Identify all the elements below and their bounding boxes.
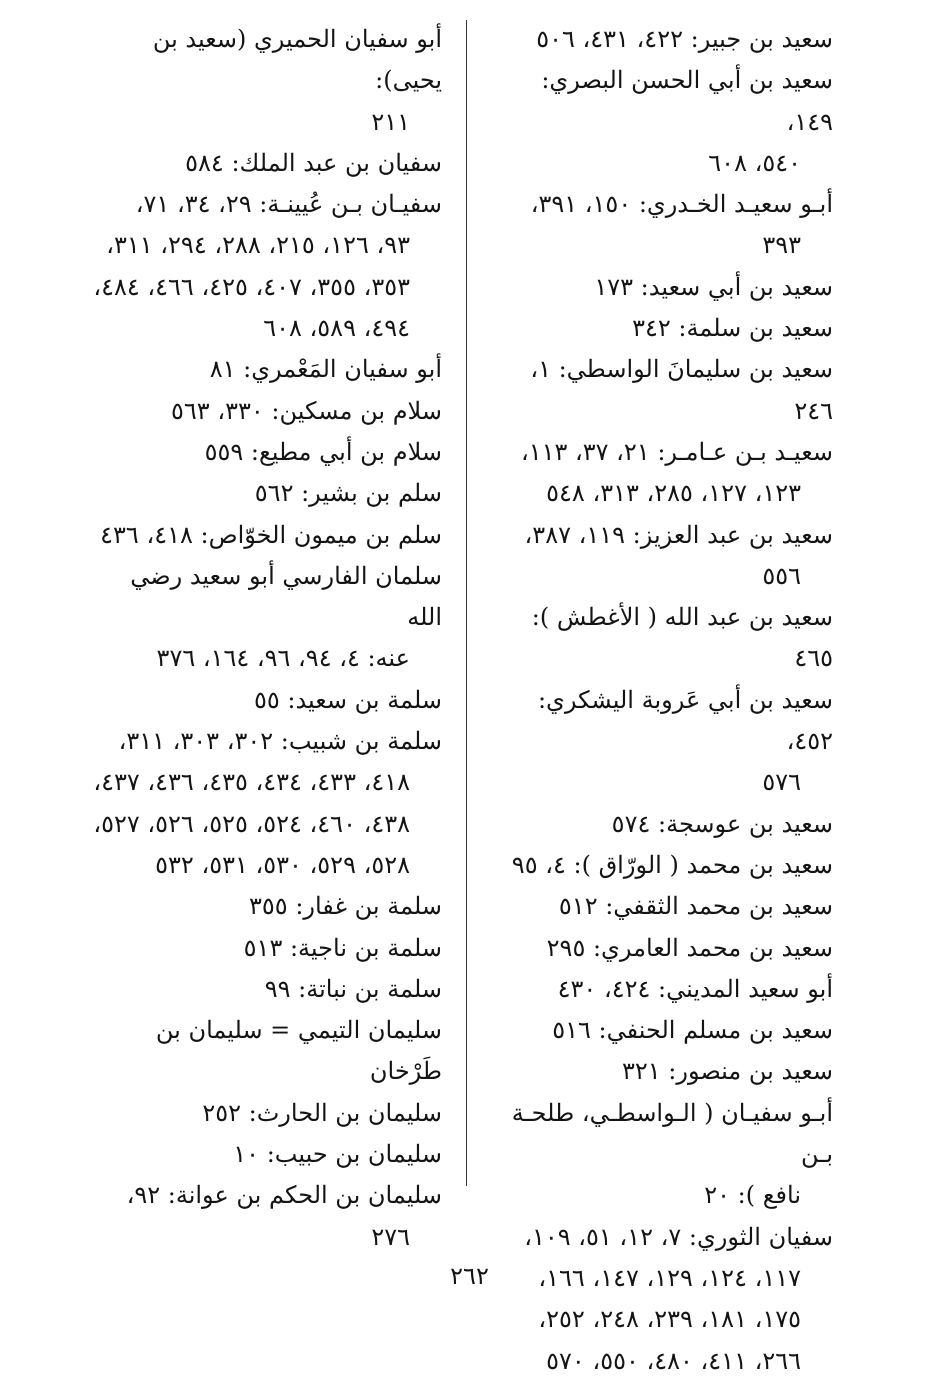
index-entry <box>498 349 833 432</box>
entry-name: سفيـان بـن عُيينـة: <box>259 190 442 219</box>
entry-page-refs: ٥٧٤ <box>611 809 651 838</box>
entry-name: سلم بن ميمون الخوّاص: <box>200 520 442 549</box>
entry-name: أبو سعيد المديني: <box>658 974 833 1003</box>
index-entry <box>92 1134 442 1175</box>
entry-line <box>547 934 833 962</box>
entry-name: سعيـد بـن عـامـر: <box>657 437 833 466</box>
entry-page-refs: ٥١٣ <box>243 933 283 962</box>
index-entry <box>498 184 833 267</box>
entry-line <box>594 273 833 301</box>
entry-line <box>265 975 442 1003</box>
entry-page-refs: ٧، ١٢، ٥١، ١٠٩، <box>524 1222 682 1251</box>
entry-page-refs: ١٤٩، <box>786 107 833 136</box>
entry-continuation: ١١٧، ١٢٤، ١٢٩، ١٤٧، ١٦٦، ١٧٥، ١٨١، ٢٣٩، ٢٤٨، ٢٥٢، ٢٦٦، ٤١١، ٤٨٠، ٥٥٠، ٥٧٠ <box>538 1263 801 1375</box>
entry-continuation: ١٢٣، ١٢٧، ٢٨٥، ٣١٣، ٥٤٨ <box>546 479 801 508</box>
index-entry <box>92 928 442 969</box>
entry-line <box>205 438 442 466</box>
index-entry <box>92 556 442 680</box>
entry-name: سلمة بن نباتة: <box>298 974 442 1003</box>
entry-continuation: عنه: ٤، ٩٤، ٩٦، ١٦٤، ٣٧٦ <box>156 644 410 673</box>
entry-continuation: نافع ): ٢٠ <box>704 1181 801 1210</box>
index-entry <box>92 432 442 473</box>
entry-name: سلمان الفارسي أبو سعيد رضي الله <box>130 561 442 632</box>
entry-line <box>244 934 442 962</box>
entry-line <box>100 521 442 549</box>
entry-line <box>249 892 442 920</box>
entry-continuation: ٥٤٠، ٦٠٨ <box>708 148 801 177</box>
entry-page-refs: ٥٥ <box>253 685 280 714</box>
index-entry <box>498 680 833 804</box>
entry-name: سعيد بن أبي عَروبة اليشكري: <box>537 685 833 714</box>
entry-line <box>559 892 833 920</box>
entry-page-refs: ٥٨٤ <box>185 148 224 177</box>
entry-page-refs: ٢٩٥ <box>546 933 586 962</box>
entry-line <box>153 25 442 94</box>
entry-continuation: ٥٧٦ <box>762 768 801 797</box>
entry-continuation: ٥٥٦ <box>762 561 801 590</box>
index-entry <box>92 184 442 349</box>
index-entry <box>498 19 833 60</box>
entry-continuation: ٣٩٣ <box>762 231 801 260</box>
entry-name: أبو سفيان الحميري (سعيد بن يحيى): <box>152 25 442 95</box>
entry-line <box>156 1016 442 1085</box>
entry-name: سليمان التيمي = سليمان بن طَرْخان <box>155 1016 442 1086</box>
entry-page-refs: ٩٢، <box>126 1181 161 1210</box>
entry-page-refs: ٥١٦ <box>552 1016 591 1045</box>
entry-page-refs: ٣٢١ <box>621 1057 661 1086</box>
entry-page-refs: ٢٩، ٣٤، ٧١، <box>135 190 252 219</box>
index-entry <box>498 60 833 184</box>
entry-line <box>612 810 833 838</box>
entry-page-refs: ٤٢٢، ٤٣١، ٥٠٦ <box>536 25 683 53</box>
column-divider <box>466 20 467 1186</box>
entry-continuation: ٩٣، ١٢٦، ٢١٥، ٢٨٨، ٢٩٤، ٣١١، ٣٥٣، ٣٥٥، ٤٠٧، ٤٢٥، ٤٦٦، ٤٨٤، ٤٩٤، ٥٨٩، ٦٠٨ <box>93 231 410 343</box>
entry-page-refs: ٢١، ٣٧، ١١٣، <box>520 437 650 466</box>
index-entry <box>498 515 833 598</box>
entry-name: أبـو سفيـان ( الـواسطـي، طلحـة بـن <box>511 1098 833 1169</box>
index-entry <box>92 143 442 184</box>
entry-continuation: ٤١٨، ٤٣٣، ٤٣٤، ٤٣٥، ٤٣٦، ٤٣٧، ٤٣٨، ٤٦٠، ٥٢٤، ٥٢٥، ٥٢٦، ٥٢٧، ٥٢٨، ٥٢٩، ٥٣٠، ٥٣١، ٥٣٢ <box>93 768 410 879</box>
entry-line <box>127 1181 442 1209</box>
entry-line <box>254 686 442 714</box>
entry-line <box>536 25 833 53</box>
entry-line <box>541 66 833 135</box>
entry-page-refs: ٥٦٢ <box>254 479 294 508</box>
index-entry <box>92 680 442 721</box>
entry-line <box>530 355 833 424</box>
index-entry <box>92 1093 442 1134</box>
entry-name: سلمة بن سعيد: <box>287 685 442 714</box>
entry-name: سعيد بن منصور: <box>668 1057 833 1086</box>
entry-name: سفيان الثوري: <box>688 1222 833 1251</box>
entry-continuation: ٢٧٦ <box>371 1222 410 1251</box>
entry-name: سعيد بن مسلم الحنفي: <box>598 1016 833 1045</box>
entry-page-refs: ٣٤٢ <box>632 314 671 343</box>
index-entry <box>498 928 833 969</box>
entry-name: سعيد بن عبد العزيز: <box>632 520 833 549</box>
entry-name: سلم بن بشير: <box>301 479 442 508</box>
index-entry <box>498 886 833 927</box>
entry-line <box>185 149 442 177</box>
entry-page-refs: ٢٥٢ <box>202 1098 241 1127</box>
entry-name: سعيد بن عوسجة: <box>657 809 833 838</box>
index-column-left <box>92 19 442 1258</box>
index-entry <box>498 804 833 845</box>
entry-line <box>512 1099 833 1168</box>
entry-page-refs: ١٧٣ <box>594 272 634 301</box>
entry-line <box>531 190 833 218</box>
index-entry <box>498 1217 833 1382</box>
entry-page-refs: ٣٠٢، ٣٠٣، ٣١١، <box>118 727 274 756</box>
entry-page-refs: ١٥٠، ٣٩١، <box>530 190 632 219</box>
index-entry <box>92 473 442 514</box>
entry-name: سلمة بن غفار: <box>295 892 442 921</box>
entry-line <box>525 521 833 549</box>
entry-name: سعيد بن محمد العامري: <box>592 933 833 962</box>
entry-line <box>255 479 442 507</box>
entry-name: سليمان بن حبيب: <box>266 1140 442 1169</box>
entry-name: سعيد بن محمد ( الورّاق ): <box>573 850 833 879</box>
entry-line <box>210 355 442 383</box>
entry-line <box>521 438 833 466</box>
entry-name: سلام بن أبي مطيع: <box>250 437 442 466</box>
entry-name: أبو سفيان المَعْمري: <box>243 355 442 384</box>
entry-page-refs: ٤٢٤، ٤٣٠ <box>557 974 651 1003</box>
entry-page-refs: ٤٥٢، <box>786 727 833 756</box>
entry-line <box>202 1099 442 1127</box>
entry-line <box>558 975 833 1003</box>
entry-page-refs: ١٠ <box>233 1140 260 1169</box>
entry-line <box>532 603 833 672</box>
index-entry <box>92 391 442 432</box>
index-entry <box>498 267 833 308</box>
entry-page-refs: ٣٥٥ <box>249 892 288 921</box>
entry-page-refs: ٤٦٥ <box>794 644 833 673</box>
entry-line <box>538 686 833 755</box>
entry-line <box>130 562 442 631</box>
entry-line <box>632 314 833 342</box>
entry-line <box>119 727 442 755</box>
index-entry <box>498 1093 833 1217</box>
index-entry <box>92 721 442 886</box>
entry-name: سليمان بن الحارث: <box>248 1098 442 1127</box>
entry-page-refs: ١، ٢٤٦ <box>530 355 833 425</box>
index-entry <box>92 1010 442 1093</box>
index-entry <box>498 432 833 515</box>
index-entry <box>92 19 442 143</box>
page-number: ٢٦٢ <box>450 1262 489 1290</box>
entry-continuation: ٢١١ <box>371 107 410 136</box>
entry-name: أبـو سعيـد الخـدري: <box>638 190 833 219</box>
entry-line <box>136 190 442 218</box>
index-entry <box>92 969 442 1010</box>
entry-page-refs: ٤، ٩٥ <box>511 850 566 879</box>
entry-name: سليمان بن الحكم بن عوانة: <box>167 1181 442 1210</box>
entry-name: سعيد بن أبي الحسن البصري: <box>541 66 833 95</box>
entry-name: سعيد بن جبير: <box>690 25 833 53</box>
index-entry <box>92 1175 442 1258</box>
entry-name: سعيد بن سلمة: <box>678 314 833 343</box>
entry-page-refs: ٣٣٠، ٥٦٣ <box>171 396 264 425</box>
entry-page-refs: ١١٩، ٣٨٧، <box>524 520 626 549</box>
entry-line <box>233 1140 442 1168</box>
index-entry <box>498 308 833 349</box>
index-entry <box>92 515 442 556</box>
entry-name: سعيد بن سليمانَ الواسطي: <box>558 355 833 384</box>
entry-name: سعيد بن عبد الله ( الأغطش ): <box>531 603 833 632</box>
entry-name: سلمة بن ناجية: <box>289 933 442 962</box>
entry-page-refs: ٩٩ <box>264 974 291 1003</box>
index-entry <box>498 969 833 1010</box>
index-entry <box>92 349 442 390</box>
index-entry <box>498 1010 833 1051</box>
entry-page-refs: ٥٥٩ <box>204 437 244 466</box>
entry-page-refs: ٤١٨، ٤٣٦ <box>100 520 193 549</box>
entry-name: سعيد بن أبي سعيد: <box>640 272 833 301</box>
index-entry <box>498 845 833 886</box>
entry-line <box>171 397 442 425</box>
entry-name: سلمة بن شبيب: <box>280 727 442 756</box>
entry-page-refs: ٨١ <box>209 355 236 384</box>
entry-line <box>524 1223 833 1251</box>
entry-line <box>512 851 833 879</box>
index-entry <box>498 597 833 680</box>
entry-line <box>552 1016 833 1044</box>
entry-name: سلام بن مسكين: <box>271 396 442 425</box>
entry-page-refs: ٥١٢ <box>558 892 598 921</box>
entry-name: سعيد بن محمد الثقفي: <box>605 892 833 921</box>
entry-name: سفيان بن عبد الملك: <box>231 148 442 177</box>
index-column-right <box>498 19 833 1382</box>
index-entry <box>92 886 442 927</box>
index-entry <box>498 1051 833 1092</box>
entry-line <box>622 1057 833 1085</box>
